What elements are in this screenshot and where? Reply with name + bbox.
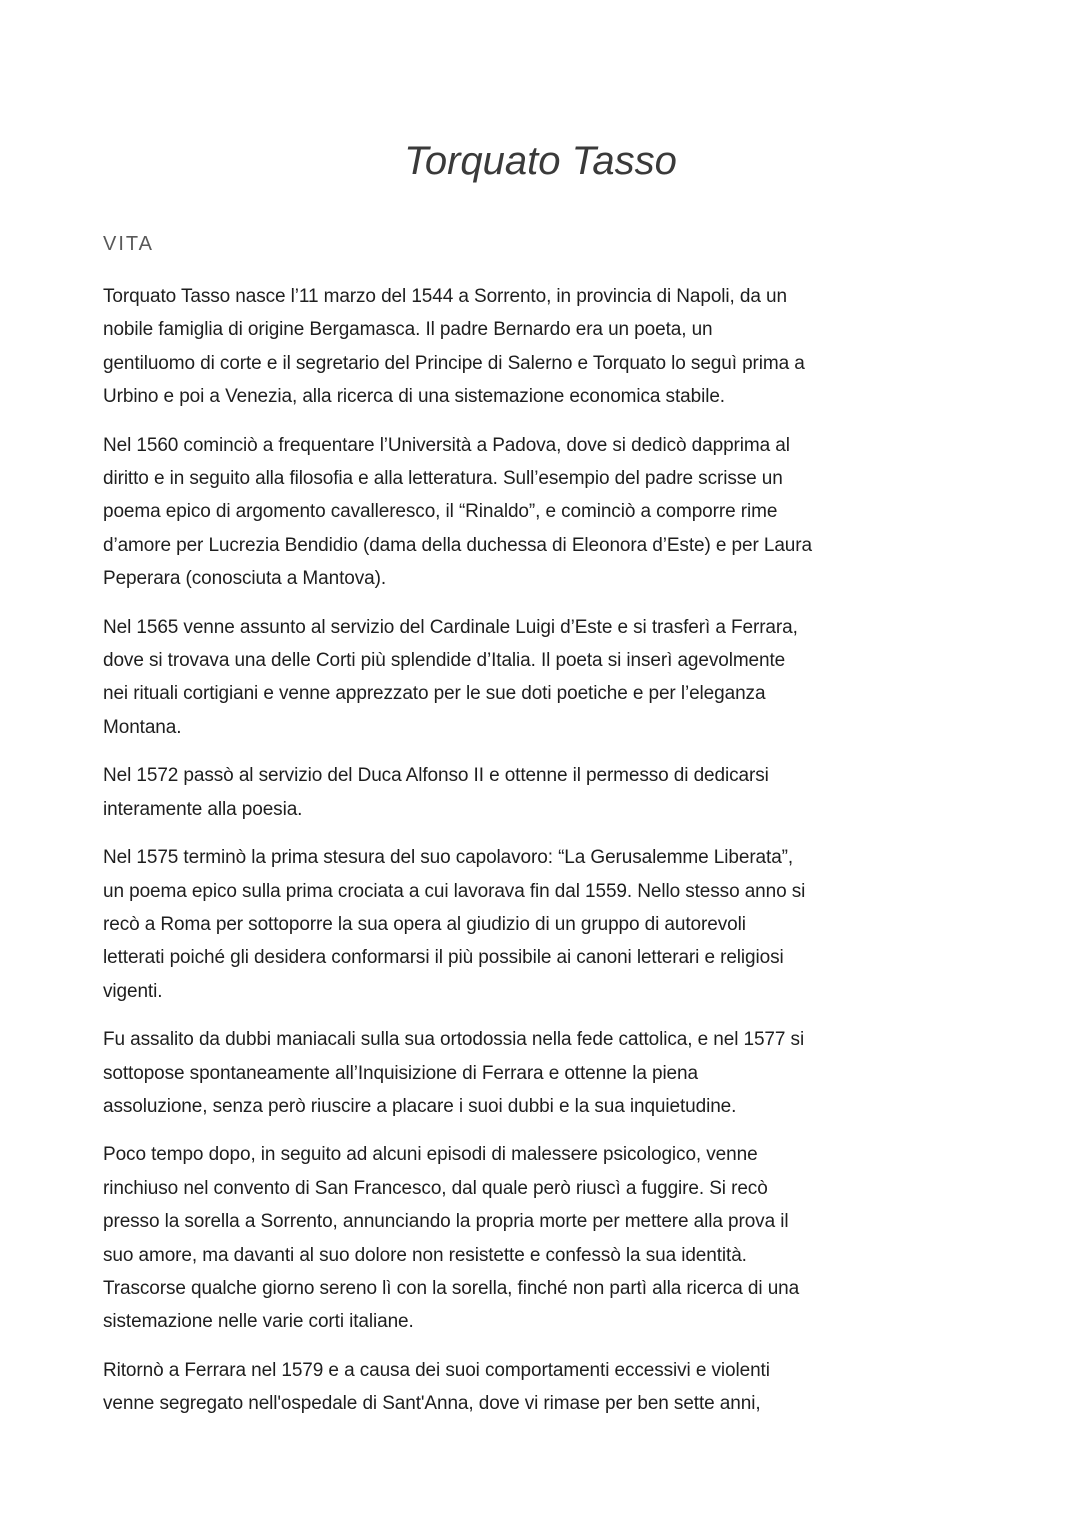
paragraph-1577: Fu assalito da dubbi maniacali sulla sua ortodossia nella fede cattolica, e nel 1577 si sottopose spontaneamente all’Inquisizione di Ferrara e ottenne la piena assoluzione, senza però riuscire a placare i suoi dubbi e la sua inquietudine. — [103, 1029, 805, 1117]
body-text — [103, 280, 978, 1421]
paragraph-1565: Nel 1565 venne assunto al servizio del Cardinale Luigi d’Este e si trasferì a Ferrara, dove si trovava una delle Corti più splendide d’Italia. Il poeta si inserì agevolmente nei rituali cortigiani e venne apprezzato per le sue doti poetiche e per l’eleganza Montana. — [103, 616, 798, 738]
section-heading-vita: VITA — [103, 233, 154, 255]
paragraph-1575: Nel 1575 terminò la prima stesura del suo capolavoro: “La Gerusalemme Liberata”, un poema epico sulla prima crociata a cui lavorava fin dal 1559. Nello stesso anno si recò a Roma per sottoporre la sua opera al giudizio di un gruppo di autorevoli letterati poiché gli desidera conformarsi il più possibile ai canoni letterari e religiosi vigenti. — [103, 847, 806, 1002]
paragraph-1572: Nel 1572 passò al servizio del Duca Alfonso II e ottenne il permesso di dedicarsi interamente alla poesia. — [103, 765, 769, 820]
paragraph-1560: Nel 1560 cominciò a frequentare l’Università a Padova, dove si dedicò dapprima al diritto e in seguito alla filosofia e alla letteratura. Sull’esempio del padre scrisse un poema epico di argomento cavalleresco, il “Rinaldo”, e cominciò a comporre rime d’amore per Lucrezia Bendidio (dama della duchessa di Eleonora d’Este) e per Laura Peperara (conosciuta a Mantova). — [103, 434, 812, 590]
document-title: Torquato Tasso — [404, 139, 677, 183]
paragraph-1579: Ritornò a Ferrara nel 1579 e a causa dei suoi comportamenti eccessivi e violenti venne segregato nell'ospedale di Sant'Anna, dove vi rimase per ben sette anni, — [103, 1359, 770, 1415]
paragraph-birth: Torquato Tasso nasce l’11 marzo del 1544 a Sorrento, in provincia di Napoli, da un nobile famiglia di origine Bergamasca. Il padre Bernardo era un poeta, un gentiluomo di corte e il segretario del Principe di Salerno e Torquato lo seguì prima a Urbino e poi a Venezia, alla ricerca di una sistemazione economica stabile. — [103, 286, 805, 408]
paragraph-convento: Poco tempo dopo, in seguito ad alcuni episodi di malessere psicologico, venne rinchiuso nel convento di San Francesco, dal quale però riuscì a fuggire. Si recò presso la sorella a Sorrento, annunciando la propria morte per mettere alla prova il suo amore, ma davanti al suo dolore non resistette e confessò la sua identità. Trascorse qualche giorno sereno lì con la sorella, finché non partì alla ricerca di una sistemazione nelle varie corti italiane. — [103, 1144, 800, 1333]
